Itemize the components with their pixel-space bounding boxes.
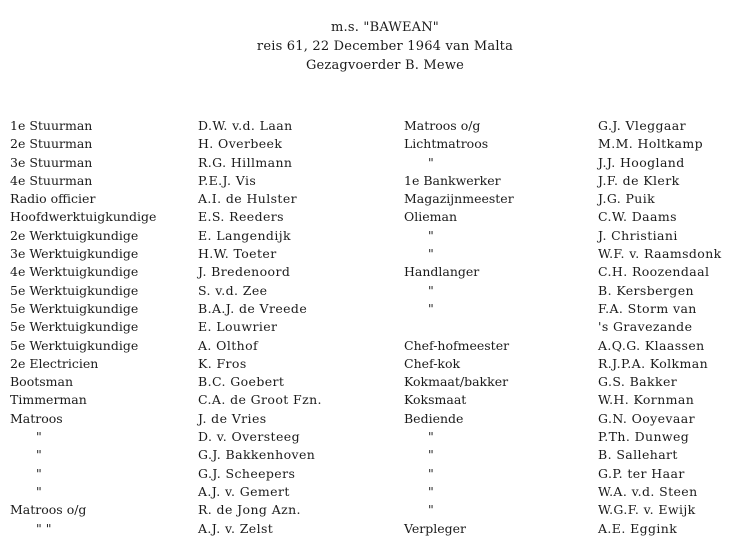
right-rank-column bbox=[404, 117, 514, 538]
crew-name: C.H. Roozendaal bbox=[598, 264, 710, 280]
crew-rank: 1e Stuurman bbox=[10, 118, 93, 133]
crew-name: G.J. Vleggaar bbox=[598, 118, 687, 133]
crew-rank: " bbox=[36, 447, 42, 463]
crew-name: J.J. Hoogland bbox=[598, 154, 685, 170]
crew-rank: Kokmaat/bakker bbox=[404, 374, 509, 390]
crew-name: R.J.P.A. Kolkman bbox=[598, 355, 709, 371]
crew-rank: " bbox=[428, 227, 434, 243]
crew-name: J.F. de Klerk bbox=[598, 172, 680, 188]
crew-name: D.W. v.d. Laan bbox=[198, 118, 293, 133]
crew-rank: 3e Stuurman bbox=[10, 154, 93, 170]
crew-rank: 2e Stuurman bbox=[10, 136, 93, 152]
crew-rank: 1e Bankwerker bbox=[404, 172, 501, 188]
crew-rank: Verpleger bbox=[404, 520, 467, 536]
crew-rank: Bootsman bbox=[10, 374, 74, 390]
crew-name: J.G. Puik bbox=[598, 191, 656, 207]
crew-name: E. Langendijk bbox=[198, 227, 291, 243]
crew-name: B.A.J. de Vreede bbox=[198, 300, 308, 316]
right-name-column bbox=[598, 117, 722, 538]
crew-rank: Chef-kok bbox=[404, 355, 461, 371]
crew-name: K. Fros bbox=[198, 355, 247, 371]
crew-rank: Matroos o/g bbox=[404, 118, 481, 133]
crew-rank: " bbox=[428, 154, 434, 170]
crew-rank: " bbox=[428, 465, 434, 481]
crew-name: J. Christiani bbox=[598, 227, 678, 243]
crew-rank: Olieman bbox=[404, 209, 457, 225]
left-rank-column bbox=[10, 117, 156, 538]
crew-name: P.Th. Dunweg bbox=[598, 429, 690, 445]
crew-name: D. v. Oversteeg bbox=[198, 429, 300, 445]
crew-rank: " bbox=[428, 246, 434, 262]
crew-rank: 4e Werktuigkundige bbox=[10, 264, 139, 280]
crew-name: J. Bredenoord bbox=[198, 264, 291, 280]
crew-name: A.J. v. Zelst bbox=[198, 520, 274, 536]
crew-rank: 5e Werktuigkundige bbox=[10, 300, 139, 316]
crew-rank: Bediende bbox=[404, 410, 464, 426]
crew-rank: 2e Electricien bbox=[10, 355, 99, 371]
crew-rank: 5e Werktuigkundige bbox=[10, 319, 139, 335]
crew-name: B. Sallehart bbox=[598, 447, 678, 463]
crew-name: A.J. v. Gemert bbox=[198, 483, 290, 499]
crew-rank: 5e Werktuigkundige bbox=[10, 282, 139, 298]
crew-rank: 5e Werktuigkundige bbox=[10, 337, 139, 353]
crew-rank: Handlanger bbox=[404, 264, 480, 280]
crew-name: E. Louwrier bbox=[198, 319, 278, 335]
crew-name: R. de Jong Azn. bbox=[198, 502, 301, 518]
crew-name: E.S. Reeders bbox=[198, 209, 284, 225]
crew-rank: " bbox=[428, 447, 434, 463]
crew-name: W.H. Kornman bbox=[598, 392, 695, 408]
crew-name: F.A. Storm van bbox=[598, 300, 697, 316]
crew-rank: Timmerman bbox=[10, 392, 87, 408]
crew-name: H.W. Toeter bbox=[198, 246, 277, 262]
voyage-line: reis 61, 22 December 1964 van Malta bbox=[256, 39, 514, 54]
document-header bbox=[0, 18, 750, 75]
crew-rank: Magazijnmeester bbox=[404, 191, 514, 207]
left-name-column bbox=[198, 117, 322, 538]
crew-rank: 2e Werktuigkundige bbox=[10, 227, 139, 243]
crew-rank: Hoofdwerktuigkundige bbox=[10, 209, 157, 225]
crew-name: G.S. Bakker bbox=[598, 374, 678, 390]
crew-name: W.F. v. Raamsdonk bbox=[598, 246, 722, 262]
crew-rank: " bbox=[36, 465, 42, 481]
crew-name: W.G.F. v. Ewijk bbox=[598, 502, 696, 518]
crew-rank: 4e Stuurman bbox=[10, 172, 93, 188]
crew-rank: Radio officier bbox=[10, 191, 96, 207]
crew-name: H. Overbeek bbox=[198, 136, 283, 152]
ship-name: m.s. "BAWEAN" bbox=[331, 20, 439, 35]
crew-name: 's Gravezande bbox=[598, 319, 693, 335]
crew-rank: " bbox=[428, 300, 434, 316]
crew-name: M.M. Holtkamp bbox=[598, 136, 704, 152]
crew-name: W.A. v.d. Steen bbox=[598, 483, 698, 499]
crew-name: A. Olthof bbox=[198, 337, 259, 353]
crew-rank: " bbox=[428, 483, 434, 499]
crew-rank bbox=[404, 318, 514, 336]
crew-rank: Chef-hofmeester bbox=[404, 337, 510, 353]
captain-line: Gezagvoerder B. Mewe bbox=[305, 58, 465, 73]
crew-rank: " bbox=[36, 429, 42, 445]
crew-name: J. de Vries bbox=[198, 410, 267, 426]
crew-name: G.J. Scheepers bbox=[198, 465, 296, 481]
crew-rank: 3e Werktuigkundige bbox=[10, 246, 139, 262]
crew-name: B. Kersbergen bbox=[598, 282, 694, 298]
crew-name: G.P. ter Haar bbox=[598, 465, 685, 481]
crew-list bbox=[0, 117, 750, 557]
crew-name: A.E. Eggink bbox=[598, 520, 678, 536]
crew-rank: Lichtmatroos bbox=[404, 136, 489, 152]
crew-name: G.J. Bakkenhoven bbox=[198, 447, 316, 463]
crew-rank: " bbox=[36, 483, 42, 499]
crew-rank: " " bbox=[36, 520, 52, 536]
crew-rank: " bbox=[428, 429, 434, 445]
crew-name: C.A. de Groot Fzn. bbox=[198, 392, 322, 408]
crew-rank: Matroos bbox=[10, 410, 63, 426]
crew-name: R.G. Hillmann bbox=[198, 154, 293, 170]
crew-name: G.N. Ooyevaar bbox=[598, 410, 695, 426]
crew-name: S. v.d. Zee bbox=[198, 282, 268, 298]
crew-name: C.W. Daams bbox=[598, 209, 677, 225]
crew-name: P.E.J. Vis bbox=[198, 172, 257, 188]
crew-name: A.I. de Hulster bbox=[198, 191, 298, 207]
crew-rank: Koksmaat bbox=[404, 392, 467, 408]
crew-name: A.Q.G. Klaassen bbox=[598, 337, 705, 353]
crew-rank: " bbox=[428, 502, 434, 518]
crew-rank: " bbox=[428, 282, 434, 298]
crew-rank: Matroos o/g bbox=[10, 502, 87, 518]
crew-name: B.C. Goebert bbox=[198, 374, 285, 390]
